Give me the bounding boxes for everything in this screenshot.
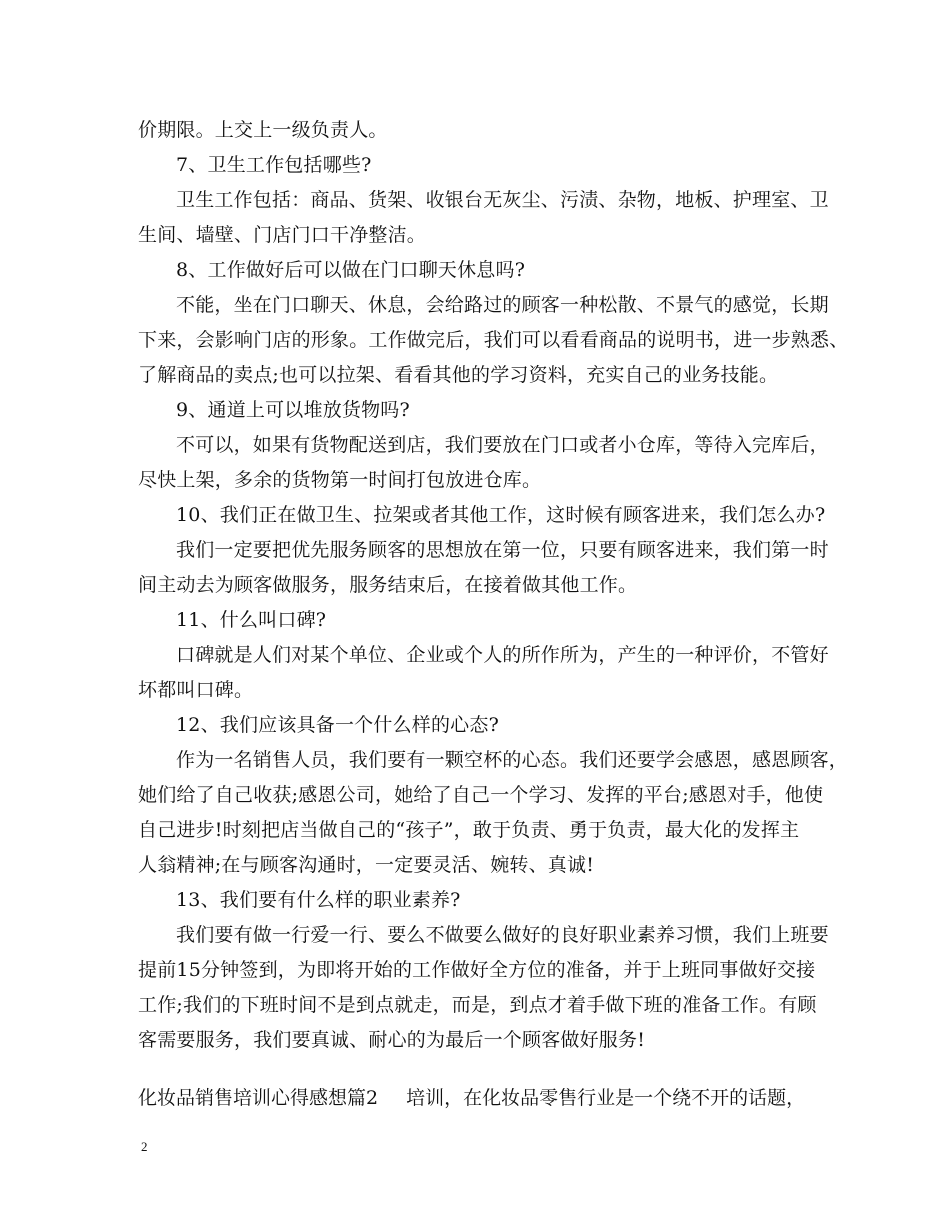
text-line: 卫生工作包括：商品、货架、收银台无灰尘、污渍、杂物，地板、护理室、卫: [176, 189, 829, 211]
page-number: 2: [141, 1139, 148, 1154]
text-line: 了解商品的卖点;也可以拉架、看看其他的学习资料，充实自己的业务技能。: [138, 364, 779, 386]
text-line: 工作;我们的下班时间不是到点就走，而是，到点才着手做下班的准备工作。有顾: [138, 994, 817, 1016]
section-intro-text: 培训，在化妆品零售行业是一个绕不开的话题，: [406, 1087, 806, 1109]
text-line: 我们一定要把优先服务顾客的思想放在第一位，只要有顾客进来，我们第一时: [176, 539, 829, 561]
question-heading: 8、工作做好后可以做在门口聊天休息吗?: [176, 259, 526, 281]
text-line: 客需要服务，我们要真诚、耐心的为最后一个顾客做好服务!: [138, 1029, 646, 1051]
text-line: 下来，会影响门店的形象。工作做完后，我们可以看看商品的说明书，进一步熟悉、: [138, 329, 849, 351]
text-line: 作为一名销售人员，我们要有一颗空杯的心态。我们还要学会感恩，感恩顾客，: [176, 749, 849, 771]
text-line: 自己进步!时刻把店当做自己的“孩子”，敢于负责、勇于负责，最大化的发挥主: [138, 819, 800, 841]
question-heading: 11、什么叫口碑?: [176, 609, 327, 631]
text-line: 不能，坐在门口聊天、休息，会给路过的顾客一种松散、不景气的感觉，长期: [176, 294, 829, 316]
text-line: 尽快上架，多余的货物第一时间打包放进仓库。: [138, 469, 542, 491]
question-heading: 9、通道上可以堆放货物吗?: [176, 399, 410, 421]
text-line: 间主动去为顾客做服务，服务结束后，在接着做其他工作。: [138, 574, 638, 596]
text-line: 人翁精神;在与顾客沟通时，一定要灵活、婉转、真诚!: [138, 854, 595, 876]
text-line: 价期限。上交上一级负责人。: [138, 119, 388, 141]
text-line: 提前15分钟签到，为即将开始的工作做好全方位的准备，并于上班同事做好交接: [138, 959, 816, 981]
question-heading: 7、卫生工作包括哪些?: [176, 154, 372, 176]
text-line: 生间、墙壁、门店门口干净整洁。: [138, 224, 427, 246]
question-heading: 12、我们应该具备一个什么样的心态?: [176, 714, 499, 736]
text-line: 口碑就是人们对某个单位、企业或个人的所作所为，产生的一种评价，不管好: [176, 644, 829, 666]
article-footer-line: [138, 1086, 805, 1110]
text-line: 不可以，如果有货物配送到店，我们要放在门口或者小仓库，等待入完库后，: [176, 434, 829, 456]
text-line: 坏都叫口碑。: [138, 679, 254, 701]
text-line: 她们给了自己收获;感恩公司，她给了自己一个学习、发挥的平台;感恩对手，他使: [138, 784, 824, 806]
text-line: 我们要有做一行爱一行、要么不做要么做好的良好职业素养习惯，我们上班要: [176, 924, 829, 946]
question-heading: 13、我们要有什么样的职业素养?: [176, 889, 461, 911]
question-heading: 10、我们正在做卫生、拉架或者其他工作，这时候有顾客进来，我们怎么办?: [176, 504, 826, 526]
section-heading: 化妆品销售培训心得感想篇2: [138, 1087, 379, 1109]
